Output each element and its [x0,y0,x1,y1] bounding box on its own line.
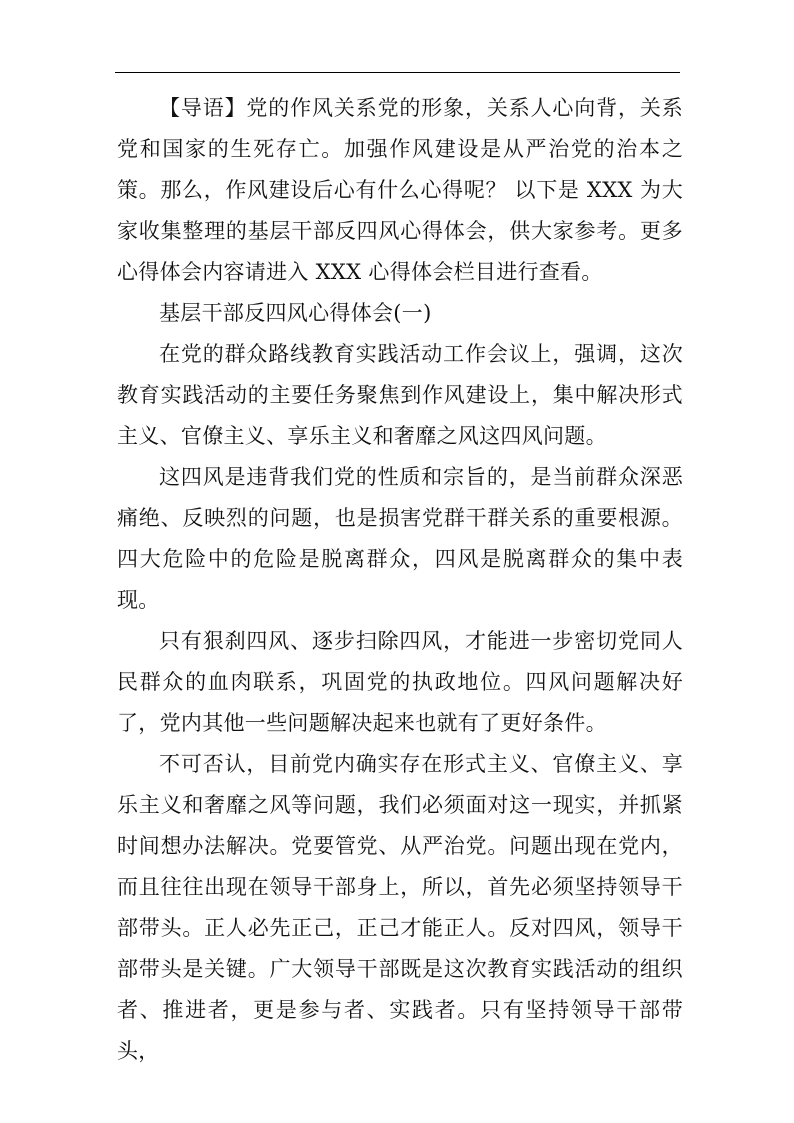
body-paragraph-2: 这四风是违背我们党的性质和宗旨的，是当前群众深恶痛绝、反映烈的问题，也是损害党群干群关系的重要根源。四大危险中的危险是脱离群众，四风是脱离群众的集中表现。 [117,465,683,612]
body-paragraph-1: 在党的群众路线教育实践活动工作会议上，强调，这次教育实践活动的主要任务聚焦到作风建设上，集中解决形式主义、官僚主义、享乐主义和奢靡之风这四风问题。 [117,342,683,448]
document-body [117,88,683,1072]
section-title: 基层干部反四风心得体会(一) [159,301,432,325]
body-paragraph-4: 不可否认，目前党内确实存在形式主义、官僚主义、享乐主义和奢靡之风等问题，我们必须面对这一现实，并抓紧时间想办法解决。党要管党、从严治党。问题出现在党内，而且往往出现在领导干部身上，所以，首先必须坚持领导干部带头。正人必先正己，正己才能正人。反对四风，领导干部带头是关键。广大领导干部既是这次教育实践活动的组织者、推进者，更是参与者、实践者。只有坚持领导干部带头， [117,752,683,1063]
body-paragraph-3: 只有狠刹四风、逐步扫除四风，才能进一步密切党同人民群众的血肉联系，巩固党的执政地位。四风问题解决好了，党内其他一些问题解决起来也就有了更好条件。 [117,629,683,735]
header-rule [115,72,680,73]
intro-paragraph: 【导语】党的作风关系党的形象，关系人心向背，关系党和国家的生死存亡。加强作风建设是从严治党的治本之策。那么，作风建设后心有什么心得呢？ 以下是 XXX 为大家收集整理的基层干部反四风心得体会，供大家参考。更多心得体会内容请进入 XXX 心得体会栏目进行查看。 [117,96,683,284]
